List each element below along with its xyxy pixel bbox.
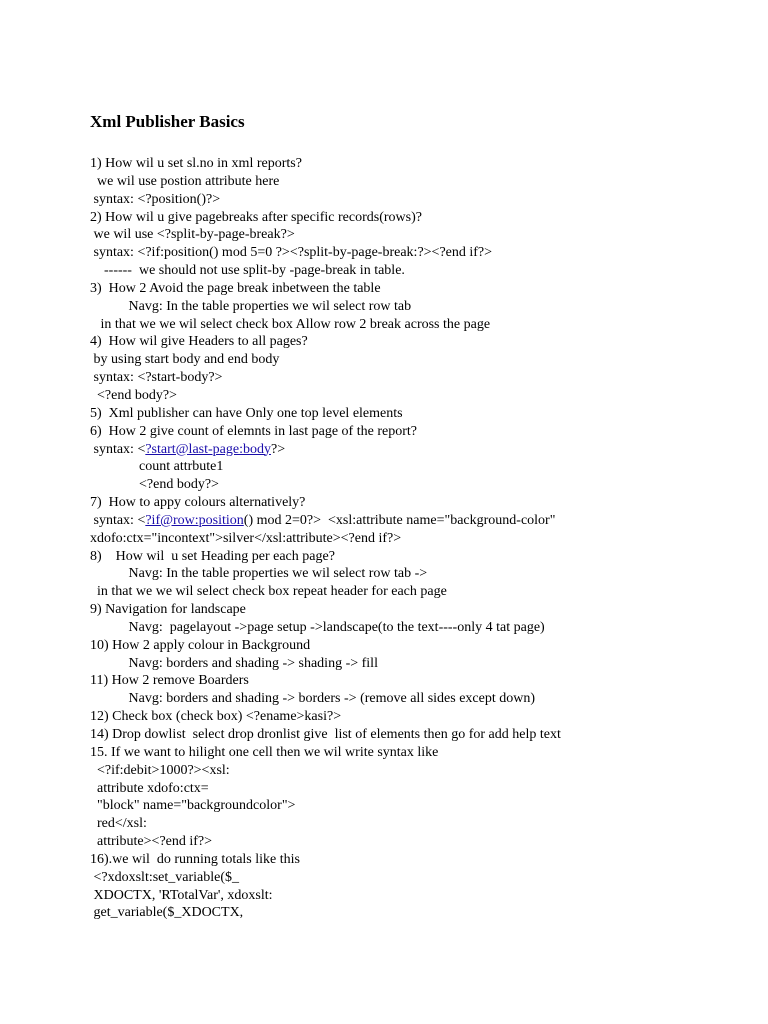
document-line: 5) Xml publisher can have Only one top level elements: [90, 405, 403, 421]
document-body: [90, 155, 750, 922]
document-line: 4) How wil give Headers to all pages?: [90, 334, 308, 350]
document-line: get_variable($_XDOCTX,: [90, 905, 244, 921]
document-line: 8) How wil u set Heading per each page?: [90, 548, 335, 564]
document-line: <?end body?>: [90, 477, 219, 493]
email-link[interactable]: ?if@row:position: [145, 512, 244, 528]
document-line: 15. If we want to hilight one cell then we wil write syntax like: [90, 744, 439, 760]
document-line: "block" name="backgroundcolor">: [90, 798, 296, 814]
document-line: <?end body?>: [90, 387, 177, 403]
document-line: Navg: In the table properties we wil select row tab: [90, 298, 412, 314]
document-line: 14) Drop dowlist select drop dronlist give list of elements then go for add help text: [90, 727, 561, 742]
document-line: syntax: <?start-body?>: [90, 370, 223, 386]
document-line: xdofo:ctx="incontext">silver</xsl:attribute><?end if?>: [90, 530, 402, 546]
document-line: syntax: <?if:position() mod 5=0 ?><?split-by-page-break:?><?end if?>: [90, 245, 493, 261]
document-line: syntax: <?position()?>: [90, 191, 221, 207]
document-line: XDOCTX, 'RTotalVar', xdoxslt:: [90, 887, 273, 903]
document-line: ------ we should not use split-by -page-break in table.: [90, 263, 405, 279]
line-text: syntax: <: [90, 441, 146, 457]
document-line: 16).we wil do running totals like this: [90, 851, 300, 867]
document-page: [90, 112, 750, 922]
document-line: Navg: borders and shading -> borders -> (remove all sides except down): [90, 691, 536, 707]
document-line: Navg: borders and shading -> shading -> fill: [90, 655, 378, 671]
document-line: in that we we wil select check box Allow row 2 break across the page: [90, 316, 491, 332]
document-line: 7) How to appy colours alternatively?: [90, 495, 306, 511]
document-line: attribute><?end if?>: [90, 834, 213, 850]
document-line: Navg: pagelayout ->page setup ->landscape(to the text----only 4 tat page): [90, 619, 545, 635]
document-line: <?if:debit>1000?><xsl:: [90, 762, 230, 778]
document-line: by using start body and end body: [90, 352, 280, 368]
document-line: red</xsl:: [90, 816, 147, 832]
document-line: 11) How 2 remove Boarders: [90, 673, 249, 689]
line-text: () mod 2=0?> <xsl:attribute name="background-color": [243, 512, 556, 528]
line-text: ?>: [270, 441, 286, 457]
document-line: 9) Navigation for landscape: [90, 602, 246, 618]
document-line: 1) How wil u set sl.no in xml reports?: [90, 156, 302, 171]
document-line: we wil use postion attribute here: [90, 173, 280, 189]
line-text: syntax: <: [90, 512, 146, 528]
email-link[interactable]: ?start@last-page:body: [145, 441, 271, 457]
document-line: <?xdoxslt:set_variable($_: [90, 869, 240, 885]
document-line: [90, 441, 750, 459]
document-line: attribute xdofo:ctx=: [90, 780, 209, 796]
document-line: 2) How wil u give pagebreaks after specific records(rows)?: [90, 209, 422, 225]
document-line: [90, 512, 750, 530]
document-line: 12) Check box (check box) <?ename>kasi?>: [90, 709, 342, 725]
document-line: 3) How 2 Avoid the page break inbetween the table: [90, 280, 381, 296]
document-line: we wil use <?split-by-page-break?>: [90, 227, 295, 243]
document-line: in that we we wil select check box repeat header for each page: [90, 584, 447, 600]
document-title: Xml Publisher Basics: [90, 112, 245, 131]
document-line: Navg: In the table properties we wil select row tab ->: [90, 566, 428, 582]
document-line: 10) How 2 apply colour in Background: [90, 637, 311, 653]
document-line: 6) How 2 give count of elemnts in last page of the report?: [90, 423, 417, 439]
document-line: count attrbute1: [90, 459, 224, 475]
